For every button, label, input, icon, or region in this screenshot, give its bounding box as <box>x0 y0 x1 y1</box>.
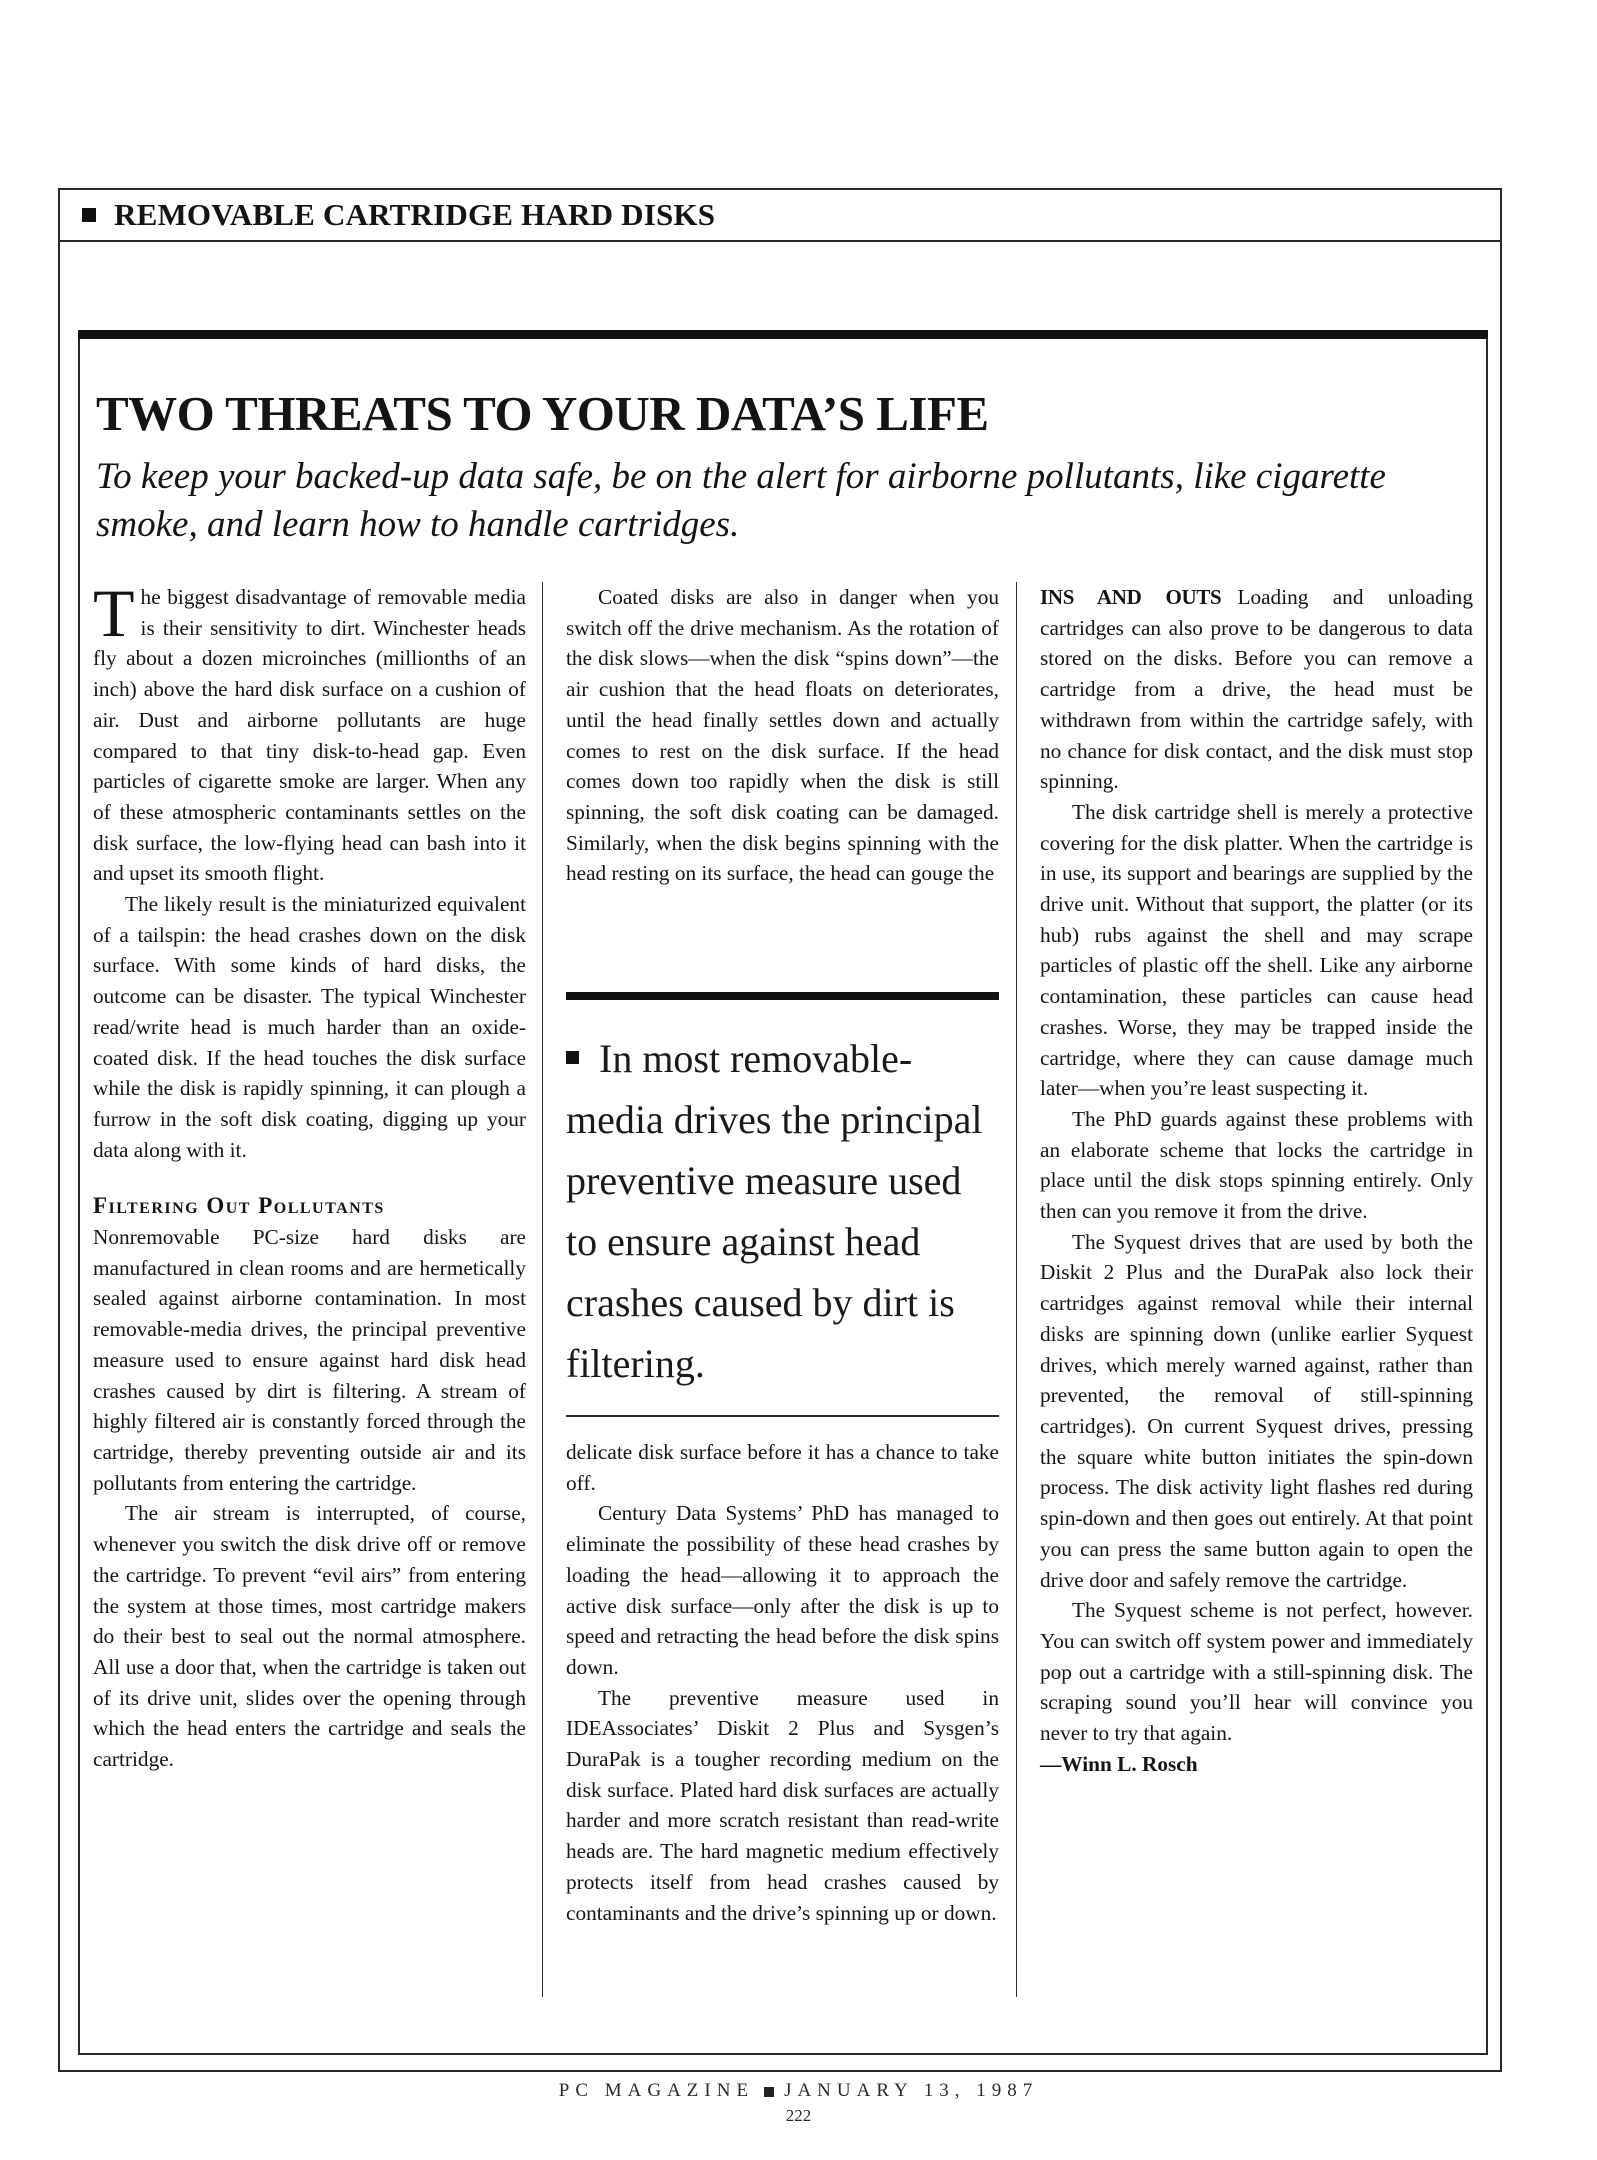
footer-bullet-icon <box>764 2087 774 2097</box>
article-top-rule <box>78 330 1488 339</box>
paragraph: The disk cartridge shell is merely a protective covering for the disk platter. When the cartridge is in use, its support and bearings are supplied by the drive unit. Without that support, the platter (or its hub) rubs against the shell and may scrape particles of plastic off the shell. Like any airborne contamination, these particles can cause head crashes. Worse, they may be trapped inside the cartridge, where they can cause damage much later—when you’re least suspecting it. <box>1040 799 1473 1101</box>
paragraph: Nonremovable PC-size hard disks are manufactured in clean rooms and are hermetically sealed against airborne contamination. In most removable-media drives, the principal preventive measure used to ensure against hard disk head crashes caused by dirt is filtering. A stream of highly filtered air is constantly forced through the cartridge, thereby preventing outside air and its pollutants from entering the cartridge. <box>93 1225 526 1495</box>
subhead-ins-and-outs: INS AND OUTS <box>1040 585 1222 609</box>
pull-quote-text: In most removable-media drives the principal preventive measure used to ensure against head crashes caused by dirt is filtering. <box>566 1036 983 1386</box>
drop-cap: T <box>93 575 135 651</box>
paragraph: delicate disk surface before it has a chance to take off. <box>566 1440 999 1495</box>
section-header <box>60 190 1500 242</box>
paragraph: Coated disks are also in danger when you switch off the drive mechanism. As the rotation of the disk slows—when the disk “spins down”—the air cushion that the head floats on deteriorates, until the head finally settles down and actually comes to rest on the disk surface. If the head comes down too rapidly when the disk is still spinning, the soft disk coating can be damaged. Similarly, when the disk begins spinning with the head resting on its surface, the head can gouge the <box>566 585 999 886</box>
article-column-2-top <box>566 582 999 889</box>
page-footer <box>0 2080 1597 2102</box>
pull-quote-bullet-icon <box>566 1051 579 1064</box>
section-bullet-icon <box>82 208 96 222</box>
issue-date: JANUARY 13, 1987 <box>784 2080 1039 2101</box>
page-number: 222 <box>785 2106 812 2125</box>
paragraph: The biggest disadvantage of removable media is their sensitivity to dirt. Winchester heads fly about a dozen microinches (millionths of an inch) above the hard disk surface on a cushion of air. Dust and airborne pollutants are huge compared to that tiny disk-to-head gap. Even particles of cigarette smoke are larger. When any of these atmospheric contaminants settles on the disk surface, the low-flying head can bash into it and upset its smooth flight. <box>93 575 526 886</box>
section-title: REMOVABLE CARTRIDGE HARD DISKS <box>114 197 716 232</box>
paragraph: The PhD guards against these problems with an elaborate scheme that locks the cartridge in place until the disk stops spinning entirely. Only then can you remove it from the drive. <box>1040 1106 1473 1224</box>
paragraph: The Syquest drives that are used by both the Diskit 2 Plus and the DuraPak also lock their cartridges against removal while their internal disks are spinning down (unlike earlier Syquest drives, which merely warned against, rather than prevented, the removal of still-spinning cartridges). On current Syquest drives, pressing the square white button initiates the spin-down process. The disk activity light flashes red during spin-down and then goes out entirely. At that point you can press the same button again to open the drive door and safely remove the cartridge. <box>1040 1229 1473 1592</box>
magazine-name: PC MAGAZINE <box>558 2080 755 2101</box>
article-column-1 <box>93 575 526 1775</box>
subhead-filtering: Filtering Out Pollutants <box>93 1193 385 1219</box>
article-box <box>78 330 1488 2055</box>
article-column-3 <box>1040 582 1473 1779</box>
article-headline: TWO THREATS TO YOUR DATA’S LIFE <box>96 386 989 441</box>
paragraph: Century Data Systems’ PhD has managed to eliminate the possibility of these head crashes by loading the head—allowing it to approach the active disk surface—only after the disk is up to speed and retracting the head before the disk spins down. <box>566 1501 999 1679</box>
paragraph: The Syquest scheme is not perfect, however. You can switch off system power and immediately pop out a cartridge with a still-spinning disk. The scraping sound you’ll hear will convince you never to try that again. <box>1040 1598 1473 1746</box>
paragraph: The likely result is the miniaturized equivalent of a tailspin: the head crashes down on the disk surface. With some kinds of hard disks, the outcome can be disaster. The typical Winchester read/write head is much harder than an oxide-coated disk. If the head touches the disk surface while the disk is rapidly spinning, it can plough a furrow in the soft disk coating, digging up your data along with it. <box>93 892 526 1162</box>
column-divider <box>542 582 543 1997</box>
paragraph: INS AND OUTS Loading and unloading cartridges can also prove to be dangerous to data stored on the disks. Before you can remove a cartridge from a drive, the head must be withdrawn from within the cartridge safely, with no chance for disk contact, and the disk must stop spinning. <box>1040 585 1473 794</box>
pull-quote-bottom-rule <box>566 1415 999 1417</box>
pull-quote-top-rule <box>566 992 999 1000</box>
paragraph: The air stream is interrupted, of course, whenever you switch the disk drive off or remove the cartridge. To prevent “evil airs” from entering the system at those times, most cartridge makers do their best to seal out the normal atmosphere. All use a door that, when the cartridge is taken out of its drive unit, slides over the opening through which the head enters the cartridge and seals the cartridge. <box>93 1501 526 1772</box>
pull-quote <box>566 992 999 1394</box>
author-byline: —Winn L. Rosch <box>1040 1751 1198 1776</box>
column-divider <box>1016 582 1017 1997</box>
article-deck: To keep your backed-up data safe, be on the alert for airborne pollutants, like cigarette smoke, and learn how to handle cartridges. <box>96 456 1386 545</box>
paragraph: The preventive measure used in IDEAssociates’ Diskit 2 Plus and Sysgen’s DuraPak is a tougher recording medium on the disk surface. Plated hard disk surfaces are actually harder and more scratch resistant than read-write heads are. The hard magnetic medium effectively protects itself from head crashes caused by contaminants and the drive’s spinning up or down. <box>566 1685 999 1925</box>
article-column-2-bottom <box>566 1437 999 1928</box>
